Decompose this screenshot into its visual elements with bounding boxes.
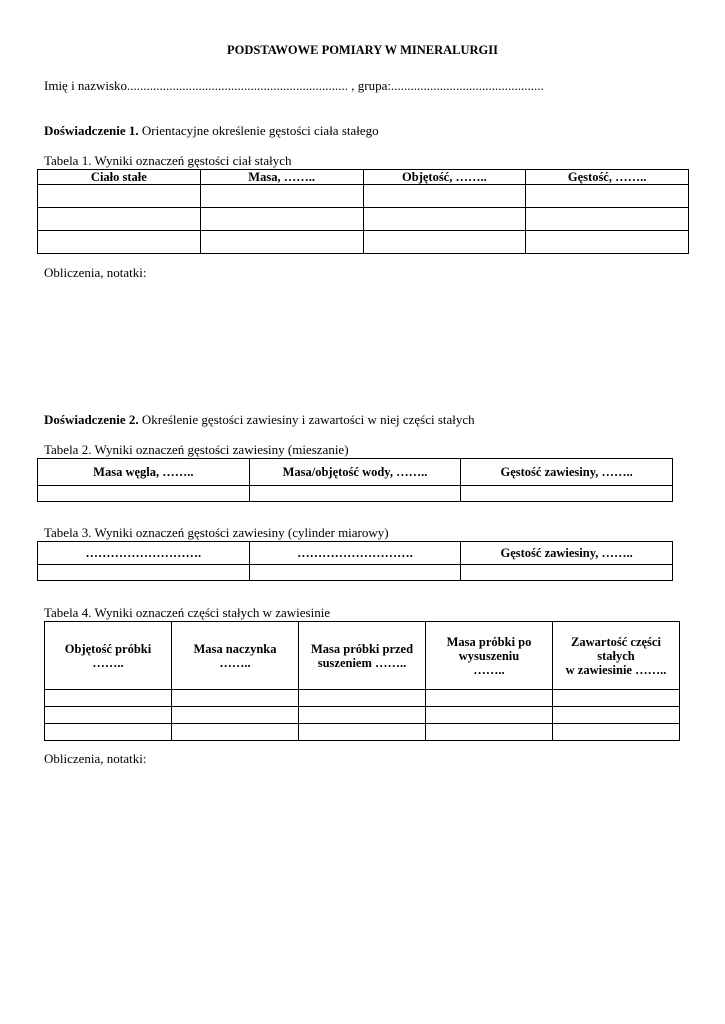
- table-cell[interactable]: [38, 185, 201, 208]
- column-header: Gęstość zawiesiny, ……..: [461, 459, 673, 486]
- table-4-caption: Tabela 4. Wyniki oznaczeń części stałych w zawiesinie: [44, 605, 331, 620]
- table-header-row: [38, 170, 689, 185]
- column-header-line: w zawiesinie ……..: [565, 662, 667, 677]
- table-2-caption: Tabela 2. Wyniki oznaczeń gęstości zawiesiny (mieszanie): [44, 442, 349, 457]
- table-cell[interactable]: [426, 707, 553, 724]
- column-header: Gęstość, ……..: [526, 170, 689, 185]
- table-3: [37, 541, 673, 581]
- table-cell[interactable]: [363, 231, 526, 254]
- table-cell[interactable]: [553, 707, 680, 724]
- page-title: PODSTAWOWE POMIARY W MINERALURGII: [227, 43, 498, 57]
- table-cell[interactable]: [299, 690, 426, 707]
- column-header-line: ……..: [92, 655, 124, 670]
- table-cell[interactable]: [553, 724, 680, 741]
- column-header: Masa/objętość wody, ……..: [249, 459, 461, 486]
- column-header: [299, 622, 426, 690]
- table-cell[interactable]: [426, 724, 553, 741]
- table-cell[interactable]: [299, 707, 426, 724]
- table-header-row: [45, 622, 680, 690]
- table-cell[interactable]: [526, 231, 689, 254]
- table-cell[interactable]: [45, 690, 172, 707]
- table-row: [45, 690, 680, 707]
- table-cell[interactable]: [461, 486, 673, 502]
- table-2: [37, 458, 673, 502]
- table-3-caption: Tabela 3. Wyniki oznaczeń gęstości zawiesiny (cylinder miarowy): [44, 525, 389, 540]
- table-cell[interactable]: [299, 724, 426, 741]
- table-cell[interactable]: [38, 231, 201, 254]
- table-cell[interactable]: [363, 208, 526, 231]
- notes-1-label: Obliczenia, notatki:: [44, 265, 147, 280]
- column-header: Ciało stałe: [38, 170, 201, 185]
- column-header: ……………………….: [38, 542, 250, 565]
- experiment-2-heading: Doświadczenie 2.: [44, 412, 139, 427]
- table-cell[interactable]: [45, 724, 172, 741]
- table-cell[interactable]: [172, 724, 299, 741]
- table-cell[interactable]: [38, 486, 250, 502]
- table-cell[interactable]: [200, 231, 363, 254]
- table-header-row: [38, 459, 673, 486]
- column-header: [45, 622, 172, 690]
- table-cell[interactable]: [553, 690, 680, 707]
- column-header-line: ……..: [219, 655, 251, 670]
- experiment-1-line: [44, 123, 379, 139]
- column-header-line: Objętość próbki: [64, 641, 152, 656]
- column-header: Gęstość zawiesiny, ……..: [461, 542, 673, 565]
- table-cell[interactable]: [526, 208, 689, 231]
- column-header: Masa, ……..: [200, 170, 363, 185]
- table-row: [45, 724, 680, 741]
- table-1-caption: Tabela 1. Wyniki oznaczeń gęstości ciał stałych: [44, 153, 292, 168]
- table-cell[interactable]: [526, 185, 689, 208]
- table-row: [38, 185, 689, 208]
- table-cell[interactable]: [461, 565, 673, 581]
- column-header: Objętość, ……..: [363, 170, 526, 185]
- student-info-line[interactable]: Imię i nazwisko.................................................................... , grupa:...............................................: [44, 78, 544, 93]
- column-header: ……………………….: [249, 542, 461, 565]
- table-cell[interactable]: [200, 185, 363, 208]
- table-row: [45, 707, 680, 724]
- column-header-line: Masa próbki po: [446, 634, 532, 649]
- experiment-1-heading: Doświadczenie 1.: [44, 123, 139, 138]
- table-row: [38, 486, 673, 502]
- column-header: [426, 622, 553, 690]
- experiment-2-description: Określenie gęstości zawiesiny i zawartości w niej części stałych: [138, 412, 475, 427]
- table-cell[interactable]: [249, 486, 461, 502]
- table-cell[interactable]: [172, 690, 299, 707]
- table-4: [44, 621, 680, 741]
- column-header-line: Masa próbki przed: [310, 641, 414, 656]
- table-row: [38, 231, 689, 254]
- table-row: [38, 208, 689, 231]
- table-cell[interactable]: [249, 565, 461, 581]
- table-cell[interactable]: [426, 690, 553, 707]
- table-cell[interactable]: [38, 208, 201, 231]
- notes-2-label: Obliczenia, notatki:: [44, 751, 147, 766]
- column-header: [172, 622, 299, 690]
- column-header: [553, 622, 680, 690]
- table-cell[interactable]: [38, 565, 250, 581]
- column-header-line: Zawartość części: [571, 634, 661, 649]
- table-cell[interactable]: [200, 208, 363, 231]
- column-header: Masa węgla, ……..: [38, 459, 250, 486]
- column-header-line: Masa naczynka: [193, 641, 277, 656]
- table-cell[interactable]: [363, 185, 526, 208]
- column-header-line: suszeniem ……..: [317, 655, 407, 670]
- table-row: [38, 565, 673, 581]
- column-header-line: stałych: [597, 648, 635, 663]
- column-header-line: ……..: [473, 662, 505, 677]
- table-cell[interactable]: [45, 707, 172, 724]
- table-1: [37, 169, 689, 254]
- experiment-1-description: Orientacyjne określenie gęstości ciała stałego: [138, 123, 379, 138]
- table-cell[interactable]: [172, 707, 299, 724]
- table-header-row: [38, 542, 673, 565]
- experiment-2-line: [44, 412, 475, 428]
- column-header-line: wysuszeniu: [458, 648, 520, 663]
